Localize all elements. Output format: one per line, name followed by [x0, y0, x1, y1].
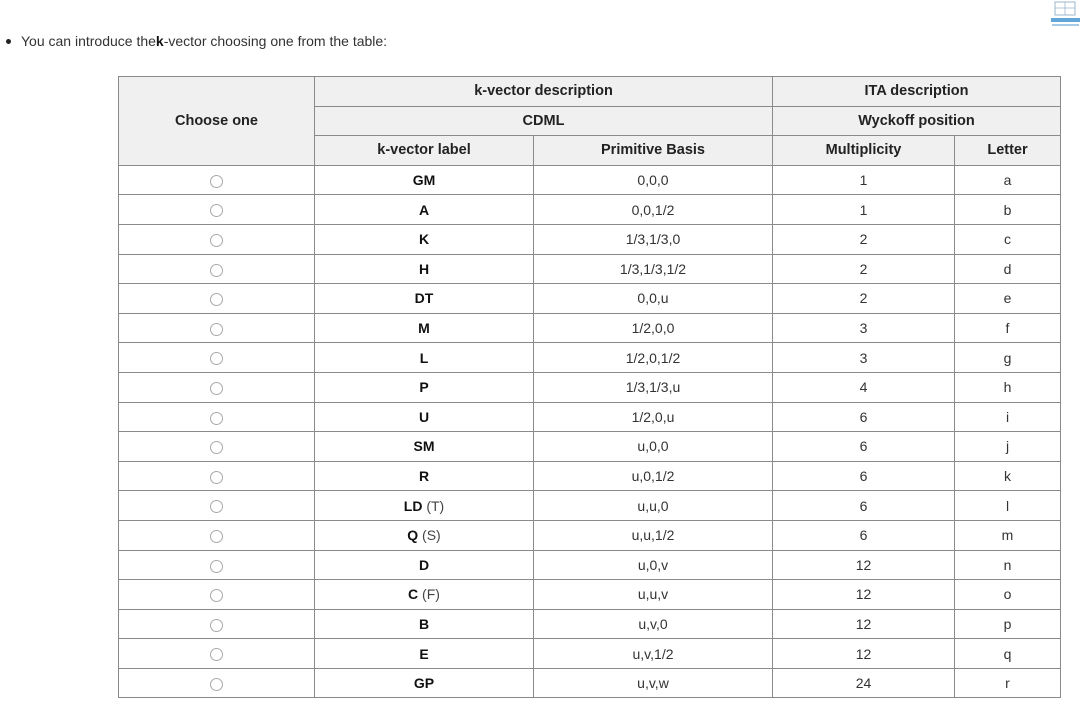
radio-cell	[119, 432, 315, 462]
choose-radio[interactable]	[210, 175, 223, 188]
table-row	[119, 284, 1061, 314]
kvector-label: P	[419, 379, 429, 396]
table-row	[119, 491, 1061, 521]
kvector-label: R	[418, 468, 430, 485]
kvector-label-cell	[315, 580, 534, 610]
kvector-label: U	[418, 408, 430, 425]
kvector-alt-label: (F)	[418, 586, 440, 603]
primitive-basis-cell: 1/2,0,1/2	[534, 343, 773, 373]
kvector-label-cell	[315, 254, 534, 284]
radio-cell	[119, 609, 315, 639]
letter-cell: h	[955, 372, 1061, 402]
letter-cell: e	[955, 284, 1061, 314]
site-logo	[1049, 0, 1080, 30]
kvector-label-cell	[315, 343, 534, 373]
primitive-basis-cell: u,u,0	[534, 491, 773, 521]
multiplicity-cell: 6	[773, 432, 955, 462]
kvector-label: C	[408, 586, 419, 603]
kvector-label: B	[418, 615, 430, 632]
radio-cell	[119, 165, 315, 195]
multiplicity-cell: 6	[773, 402, 955, 432]
multiplicity-cell: 3	[773, 313, 955, 343]
kvector-label-cell	[315, 165, 534, 195]
radio-cell	[119, 580, 315, 610]
kvector-label-cell	[315, 461, 534, 491]
radio-cell	[119, 668, 315, 698]
primitive-basis-cell: u,0,v	[534, 550, 773, 580]
letter-cell: b	[955, 195, 1061, 225]
primitive-basis-cell: u,v,0	[534, 609, 773, 639]
letter-cell: r	[955, 668, 1061, 698]
letter-cell: l	[955, 491, 1061, 521]
table-row	[119, 402, 1061, 432]
table-row	[119, 224, 1061, 254]
multiplicity-cell: 2	[773, 284, 955, 314]
kvector-alt-label: (S)	[418, 527, 441, 544]
header-primitive-basis: Primitive Basis	[534, 136, 773, 166]
choose-radio[interactable]	[210, 441, 223, 454]
kvector-label: GM	[412, 172, 436, 189]
header-letter: Letter	[955, 136, 1061, 166]
choose-radio[interactable]	[210, 234, 223, 247]
multiplicity-cell: 12	[773, 550, 955, 580]
primitive-basis-cell: 1/3,1/3,0	[534, 224, 773, 254]
letter-cell: n	[955, 550, 1061, 580]
radio-cell	[119, 639, 315, 669]
multiplicity-cell: 24	[773, 668, 955, 698]
letter-cell: j	[955, 432, 1061, 462]
kvector-label-cell	[315, 313, 534, 343]
letter-cell: f	[955, 313, 1061, 343]
kvector-label: L	[419, 349, 429, 366]
radio-cell	[119, 254, 315, 284]
multiplicity-cell: 1	[773, 195, 955, 225]
table-row	[119, 313, 1061, 343]
radio-cell	[119, 284, 315, 314]
primitive-basis-cell: u,0,1/2	[534, 461, 773, 491]
primitive-basis-cell: u,v,1/2	[534, 639, 773, 669]
intro-prefix: You can introduce the	[21, 33, 156, 49]
table-row	[119, 461, 1061, 491]
header-kvector-label: k-vector label	[315, 136, 534, 166]
kvector-label: K	[418, 231, 430, 248]
choose-radio[interactable]	[210, 382, 223, 395]
multiplicity-cell: 12	[773, 639, 955, 669]
kvector-label: H	[418, 260, 430, 277]
radio-cell	[119, 372, 315, 402]
multiplicity-cell: 6	[773, 491, 955, 521]
choose-radio[interactable]	[210, 589, 223, 602]
primitive-basis-cell: 0,0,u	[534, 284, 773, 314]
radio-cell	[119, 313, 315, 343]
kvector-label-cell	[315, 372, 534, 402]
header-kvector-description: k-vector description	[315, 77, 773, 107]
intro-bold-k: k	[155, 33, 164, 49]
table-row	[119, 639, 1061, 669]
kvector-label: DT	[414, 290, 434, 307]
choose-radio[interactable]	[210, 471, 223, 484]
primitive-basis-cell: u,u,1/2	[534, 520, 773, 550]
letter-cell: a	[955, 165, 1061, 195]
kvector-label-cell	[315, 402, 534, 432]
header-cdml: CDML	[315, 106, 773, 136]
header-multiplicity: Multiplicity	[773, 136, 955, 166]
kvector-label: GP	[413, 675, 435, 692]
table-row	[119, 432, 1061, 462]
multiplicity-cell: 6	[773, 520, 955, 550]
choose-radio[interactable]	[210, 412, 223, 425]
table-row	[119, 343, 1061, 373]
radio-cell	[119, 402, 315, 432]
kvector-label: D	[418, 556, 430, 573]
bullet	[6, 39, 11, 44]
primitive-basis-cell: 1/2,0,0	[534, 313, 773, 343]
radio-cell	[119, 343, 315, 373]
choose-radio[interactable]	[210, 648, 223, 661]
kvector-label-cell	[315, 284, 534, 314]
radio-cell	[119, 491, 315, 521]
table-row	[119, 195, 1061, 225]
choose-radio[interactable]	[210, 293, 223, 306]
kvector-label: A	[418, 201, 430, 218]
table-row	[119, 668, 1061, 698]
letter-cell: m	[955, 520, 1061, 550]
primitive-basis-cell: u,0,0	[534, 432, 773, 462]
table-row	[119, 550, 1061, 580]
radio-cell	[119, 550, 315, 580]
choose-radio[interactable]	[210, 264, 223, 277]
multiplicity-cell: 1	[773, 165, 955, 195]
letter-cell: p	[955, 609, 1061, 639]
multiplicity-cell: 2	[773, 224, 955, 254]
letter-cell: c	[955, 224, 1061, 254]
choose-radio[interactable]	[210, 204, 223, 217]
header-wyckoff-position: Wyckoff position	[773, 106, 1061, 136]
kvector-label: Q	[407, 527, 419, 544]
choose-radio[interactable]	[210, 678, 223, 691]
choose-radio[interactable]	[210, 323, 223, 336]
choose-radio[interactable]	[210, 530, 223, 543]
kvector-label: M	[418, 320, 430, 337]
letter-cell: k	[955, 461, 1061, 491]
letter-cell: i	[955, 402, 1061, 432]
kvector-label-cell	[315, 639, 534, 669]
table-row	[119, 609, 1061, 639]
kvector-label: SM	[413, 438, 435, 455]
kvector-label-cell	[315, 432, 534, 462]
header-choose-one: Choose one	[119, 77, 315, 166]
multiplicity-cell: 2	[773, 254, 955, 284]
kvector-table	[118, 76, 1061, 698]
letter-cell: d	[955, 254, 1061, 284]
table-row	[119, 254, 1061, 284]
header-ita-description: ITA description	[773, 77, 1061, 107]
radio-cell	[119, 461, 315, 491]
kvector-label-cell	[315, 491, 534, 521]
primitive-basis-cell: u,v,w	[534, 668, 773, 698]
letter-cell: g	[955, 343, 1061, 373]
choose-radio[interactable]	[210, 619, 223, 632]
multiplicity-cell: 3	[773, 343, 955, 373]
primitive-basis-cell: u,u,v	[534, 580, 773, 610]
primitive-basis-cell: 0,0,0	[534, 165, 773, 195]
primitive-basis-cell: 1/2,0,u	[534, 402, 773, 432]
kvector-label: LD	[403, 497, 423, 514]
primitive-basis-cell: 0,0,1/2	[534, 195, 773, 225]
radio-cell	[119, 195, 315, 225]
radio-cell	[119, 520, 315, 550]
radio-cell	[119, 224, 315, 254]
primitive-basis-cell: 1/3,1/3,u	[534, 372, 773, 402]
intro-suffix: -vector choosing one from the table:	[163, 33, 388, 49]
table-row	[119, 520, 1061, 550]
kvector-label-cell	[315, 550, 534, 580]
multiplicity-cell: 4	[773, 372, 955, 402]
multiplicity-cell: 12	[773, 609, 955, 639]
primitive-basis-cell: 1/3,1/3,1/2	[534, 254, 773, 284]
intro-text	[6, 33, 387, 49]
kvector-label-cell	[315, 520, 534, 550]
letter-cell: o	[955, 580, 1061, 610]
kvector-label-cell	[315, 224, 534, 254]
table-row	[119, 372, 1061, 402]
kvector-label-cell	[315, 668, 534, 698]
choose-radio[interactable]	[210, 500, 223, 513]
kvector-label: E	[419, 645, 429, 662]
kvector-alt-label: (T)	[422, 497, 445, 514]
multiplicity-cell: 6	[773, 461, 955, 491]
kvector-label-cell	[315, 195, 534, 225]
choose-radio[interactable]	[210, 352, 223, 365]
multiplicity-cell: 12	[773, 580, 955, 610]
letter-cell: q	[955, 639, 1061, 669]
choose-radio[interactable]	[210, 560, 223, 573]
kvector-label-cell	[315, 609, 534, 639]
table-row	[119, 580, 1061, 610]
table-row	[119, 165, 1061, 195]
